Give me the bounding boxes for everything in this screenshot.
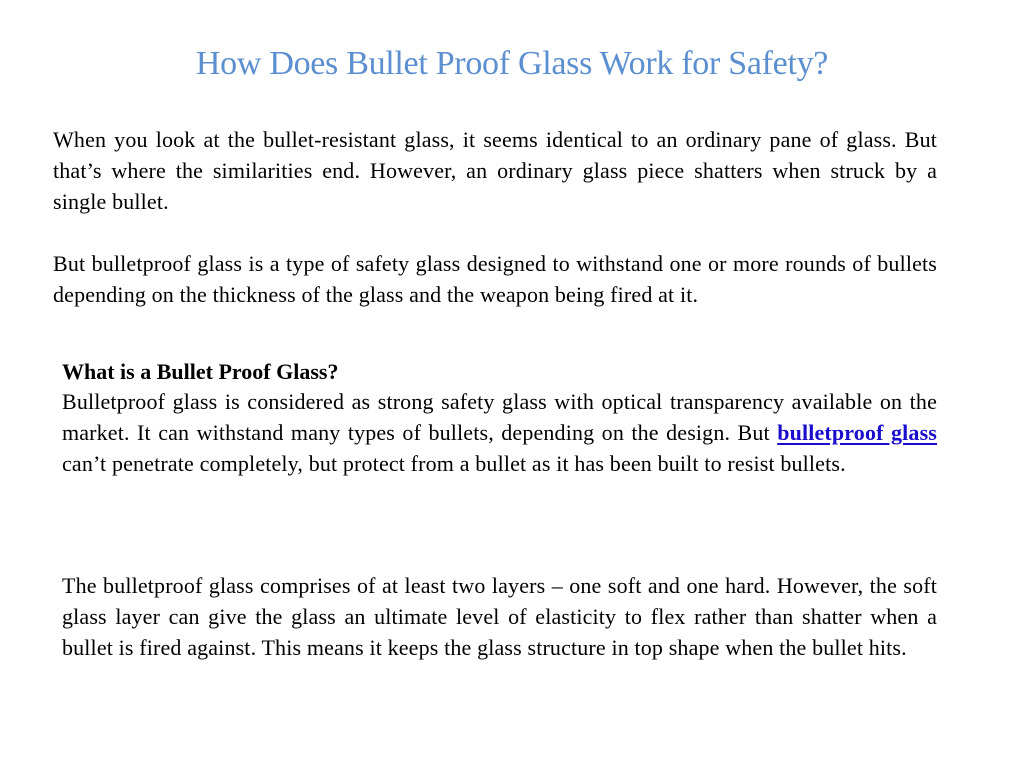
section-paragraph-2: The bulletproof glass comprises of at least two layers – one soft and one hard. However, the soft glass layer can give the glass an ultimate level of elasticity to flex rather than shatter when a bullet is fired against. This means it keeps the glass structure in top shape when the bullet hits. [62, 573, 937, 660]
intro-paragraph-2: But bulletproof glass is a type of safety glass designed to withstand one or more rounds of bullets depending on the thickness of the glass and the weapon being fired at it. [53, 251, 937, 307]
page-title: How Does Bullet Proof Glass Work for Safety? [195, 45, 829, 82]
section-paragraph-1 [62, 386, 937, 479]
section-paragraph-1-text-after-link: can’t penetrate completely, but protect from a bullet as it has been built to resist bullets. [62, 451, 846, 476]
bulletproof-glass-link[interactable]: bulletproof glass [777, 420, 937, 445]
section-paragraph-1-text-before-link: Bulletproof glass is considered as strong safety glass with optical transparency available on the market. It can withstand many types of bullets, depending on the design. But [62, 389, 937, 445]
section-heading: What is a Bullet Proof Glass? [62, 359, 339, 384]
intro-paragraph-1: When you look at the bullet-resistant glass, it seems identical to an ordinary pane of glass. But that’s where the similarities end. However, an ordinary glass piece shatters when struck by a single bullet. [53, 127, 937, 214]
